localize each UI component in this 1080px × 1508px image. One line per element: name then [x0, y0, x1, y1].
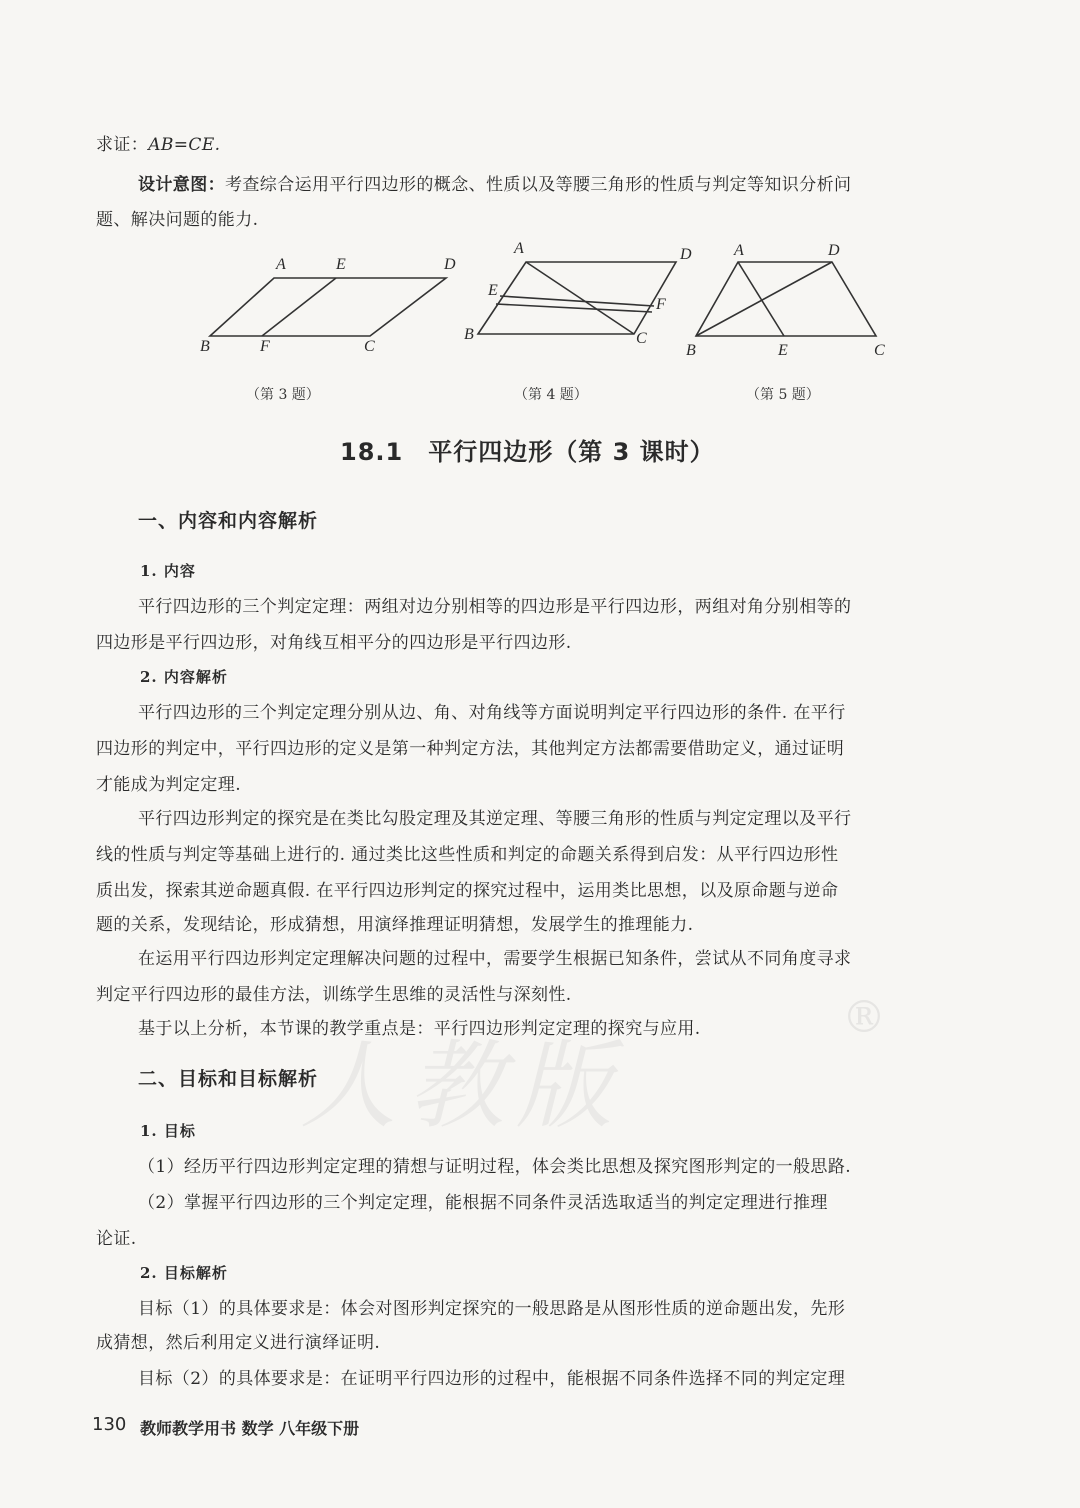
section-1-sub-content: 1. 内容: [140, 562, 196, 580]
section-2-sub-analysis: 2. 目标解析: [140, 1264, 228, 1282]
fig5-label-d: D: [828, 242, 840, 259]
goal-analysis-2: 目标（2）的具体要求是：在证明平行四边形的过程中，能根据不同条件选择不同的判定定理: [138, 1369, 846, 1389]
fig4-label-e: E: [488, 282, 498, 299]
fig3-label-b: B: [200, 338, 210, 355]
analysis-p2-line-1: 平行四边形判定的探究是在类比勾股定理及其逆定理、等腰三角形的性质与判定定理以及平行: [138, 809, 852, 829]
parallelogram-abcd: [210, 278, 446, 336]
section-2-sub-goals: 1. 目标: [140, 1122, 196, 1140]
goal-1: （1）经历平行四边形判定定理的猜想与证明过程，体会类比思想及探究图形判定的一般思路.: [138, 1157, 852, 1177]
figure-4-caption: （第 4 题）: [514, 387, 588, 403]
fig3-label-f: F: [260, 338, 270, 355]
analysis-p1-line-3: 才能成为判定定理.: [96, 775, 242, 795]
analysis-p1-line-2: 四边形的判定中，平行四边形的定义是第一种判定方法，其他判定方法都需要借助定义，通过证明: [96, 739, 845, 759]
design-intent-label: 设计意图：: [138, 175, 225, 195]
fig4-label-c: C: [636, 330, 647, 347]
content-line-1: 平行四边形的三个判定定理：两组对边分别相等的四边形是平行四边形，两组对角分别相等的: [138, 597, 852, 617]
section-1-sub-analysis: 2. 内容解析: [140, 668, 228, 686]
book-title: 教师教学用书 数学 八年级下册: [140, 1419, 360, 1438]
fig4-label-b: B: [464, 326, 474, 343]
page-number: 130: [92, 1414, 127, 1435]
parallelogram-abcd: [478, 262, 676, 334]
trapezoid-abcd: [696, 262, 876, 336]
fig4-label-d: D: [680, 246, 692, 263]
design-intent-line-1: 设计意图：考查综合运用平行四边形的概念、性质以及等腰三角形的性质与判定等知识分析问: [138, 175, 852, 195]
proof-prefix: 求证：: [96, 135, 149, 155]
analysis-p4: 基于以上分析，本节课的教学重点是：平行四边形判定定理的探究与应用.: [138, 1019, 701, 1039]
registered-mark: ®: [842, 992, 886, 1043]
analysis-p2-line-4: 题的关系，发现结论，形成猜想，用演绎推理证明猜想，发展学生的推理能力.: [96, 915, 694, 935]
figure-3-caption: （第 3 题）: [246, 387, 320, 403]
segment-ef-bottom: [496, 304, 652, 312]
fig4-label-f: F: [656, 296, 666, 313]
analysis-p3-line-2: 判定平行四边形的最佳方法，训练学生思维的灵活性与深刻性.: [96, 985, 572, 1005]
figure-5-caption: （第 5 题）: [746, 387, 820, 403]
chapter-title: 18.1 平行四边形（第 3 课时）: [340, 438, 715, 466]
fig5-label-c: C: [874, 342, 885, 359]
fig5-label-b: B: [686, 342, 696, 359]
section-2-heading: 二、目标和目标解析: [138, 1068, 319, 1090]
fig3-label-d: D: [444, 256, 456, 273]
goal-2-line-1: （2）掌握平行四边形的三个判定定理，能根据不同条件灵活选取适当的判定定理进行推理: [138, 1193, 828, 1213]
proof-line: [96, 128, 220, 162]
section-1-heading: 一、内容和内容解析: [138, 510, 319, 532]
content-line-2: 四边形是平行四边形，对角线互相平分的四边形是平行四边形.: [96, 633, 572, 653]
goal-analysis-1-line-1: 目标（1）的具体要求是：体会对图形判定探究的一般思路是从图形性质的逆命题出发，先形: [138, 1299, 846, 1319]
analysis-p2-line-2: 线的性质与判定等基础上进行的. 通过类比这些性质和判定的命题关系得到启发：从平行四边形性: [96, 845, 839, 865]
analysis-p2-line-3: 质出发，探索其逆命题真假. 在平行四边形判定的探究过程中，运用类比思想，以及原命题与逆命: [96, 881, 839, 901]
analysis-p3-line-1: 在运用平行四边形判定定理解决问题的过程中，需要学生根据已知条件，尝试从不同角度寻求: [138, 949, 852, 969]
fig3-label-e: E: [336, 256, 346, 273]
fig5-label-e: E: [778, 342, 788, 359]
goal-analysis-1-line-2: 成猜想，然后利用定义进行演绎证明.: [96, 1333, 381, 1353]
fig5-label-a: A: [734, 242, 744, 259]
fig4-label-a: A: [514, 240, 524, 257]
analysis-p1-line-1: 平行四边形的三个判定定理分别从边、角、对角线等方面说明判定平行四边形的条件. 在平行: [138, 703, 846, 723]
proof-expression: AB=CE.: [148, 135, 221, 155]
design-intent-line-2: 题、解决问题的能力.: [96, 210, 259, 230]
figure-5-diagram: [690, 250, 890, 360]
segment-ae: [738, 262, 784, 336]
segment-ef-top: [500, 296, 654, 306]
fig3-label-a: A: [276, 256, 286, 273]
figure-3-diagram: [190, 250, 480, 370]
goal-2-line-2: 论证.: [96, 1229, 137, 1249]
segment-ef: [262, 278, 336, 336]
publisher-watermark: 人教版: [300, 1030, 624, 1142]
fig3-label-c: C: [364, 338, 375, 355]
